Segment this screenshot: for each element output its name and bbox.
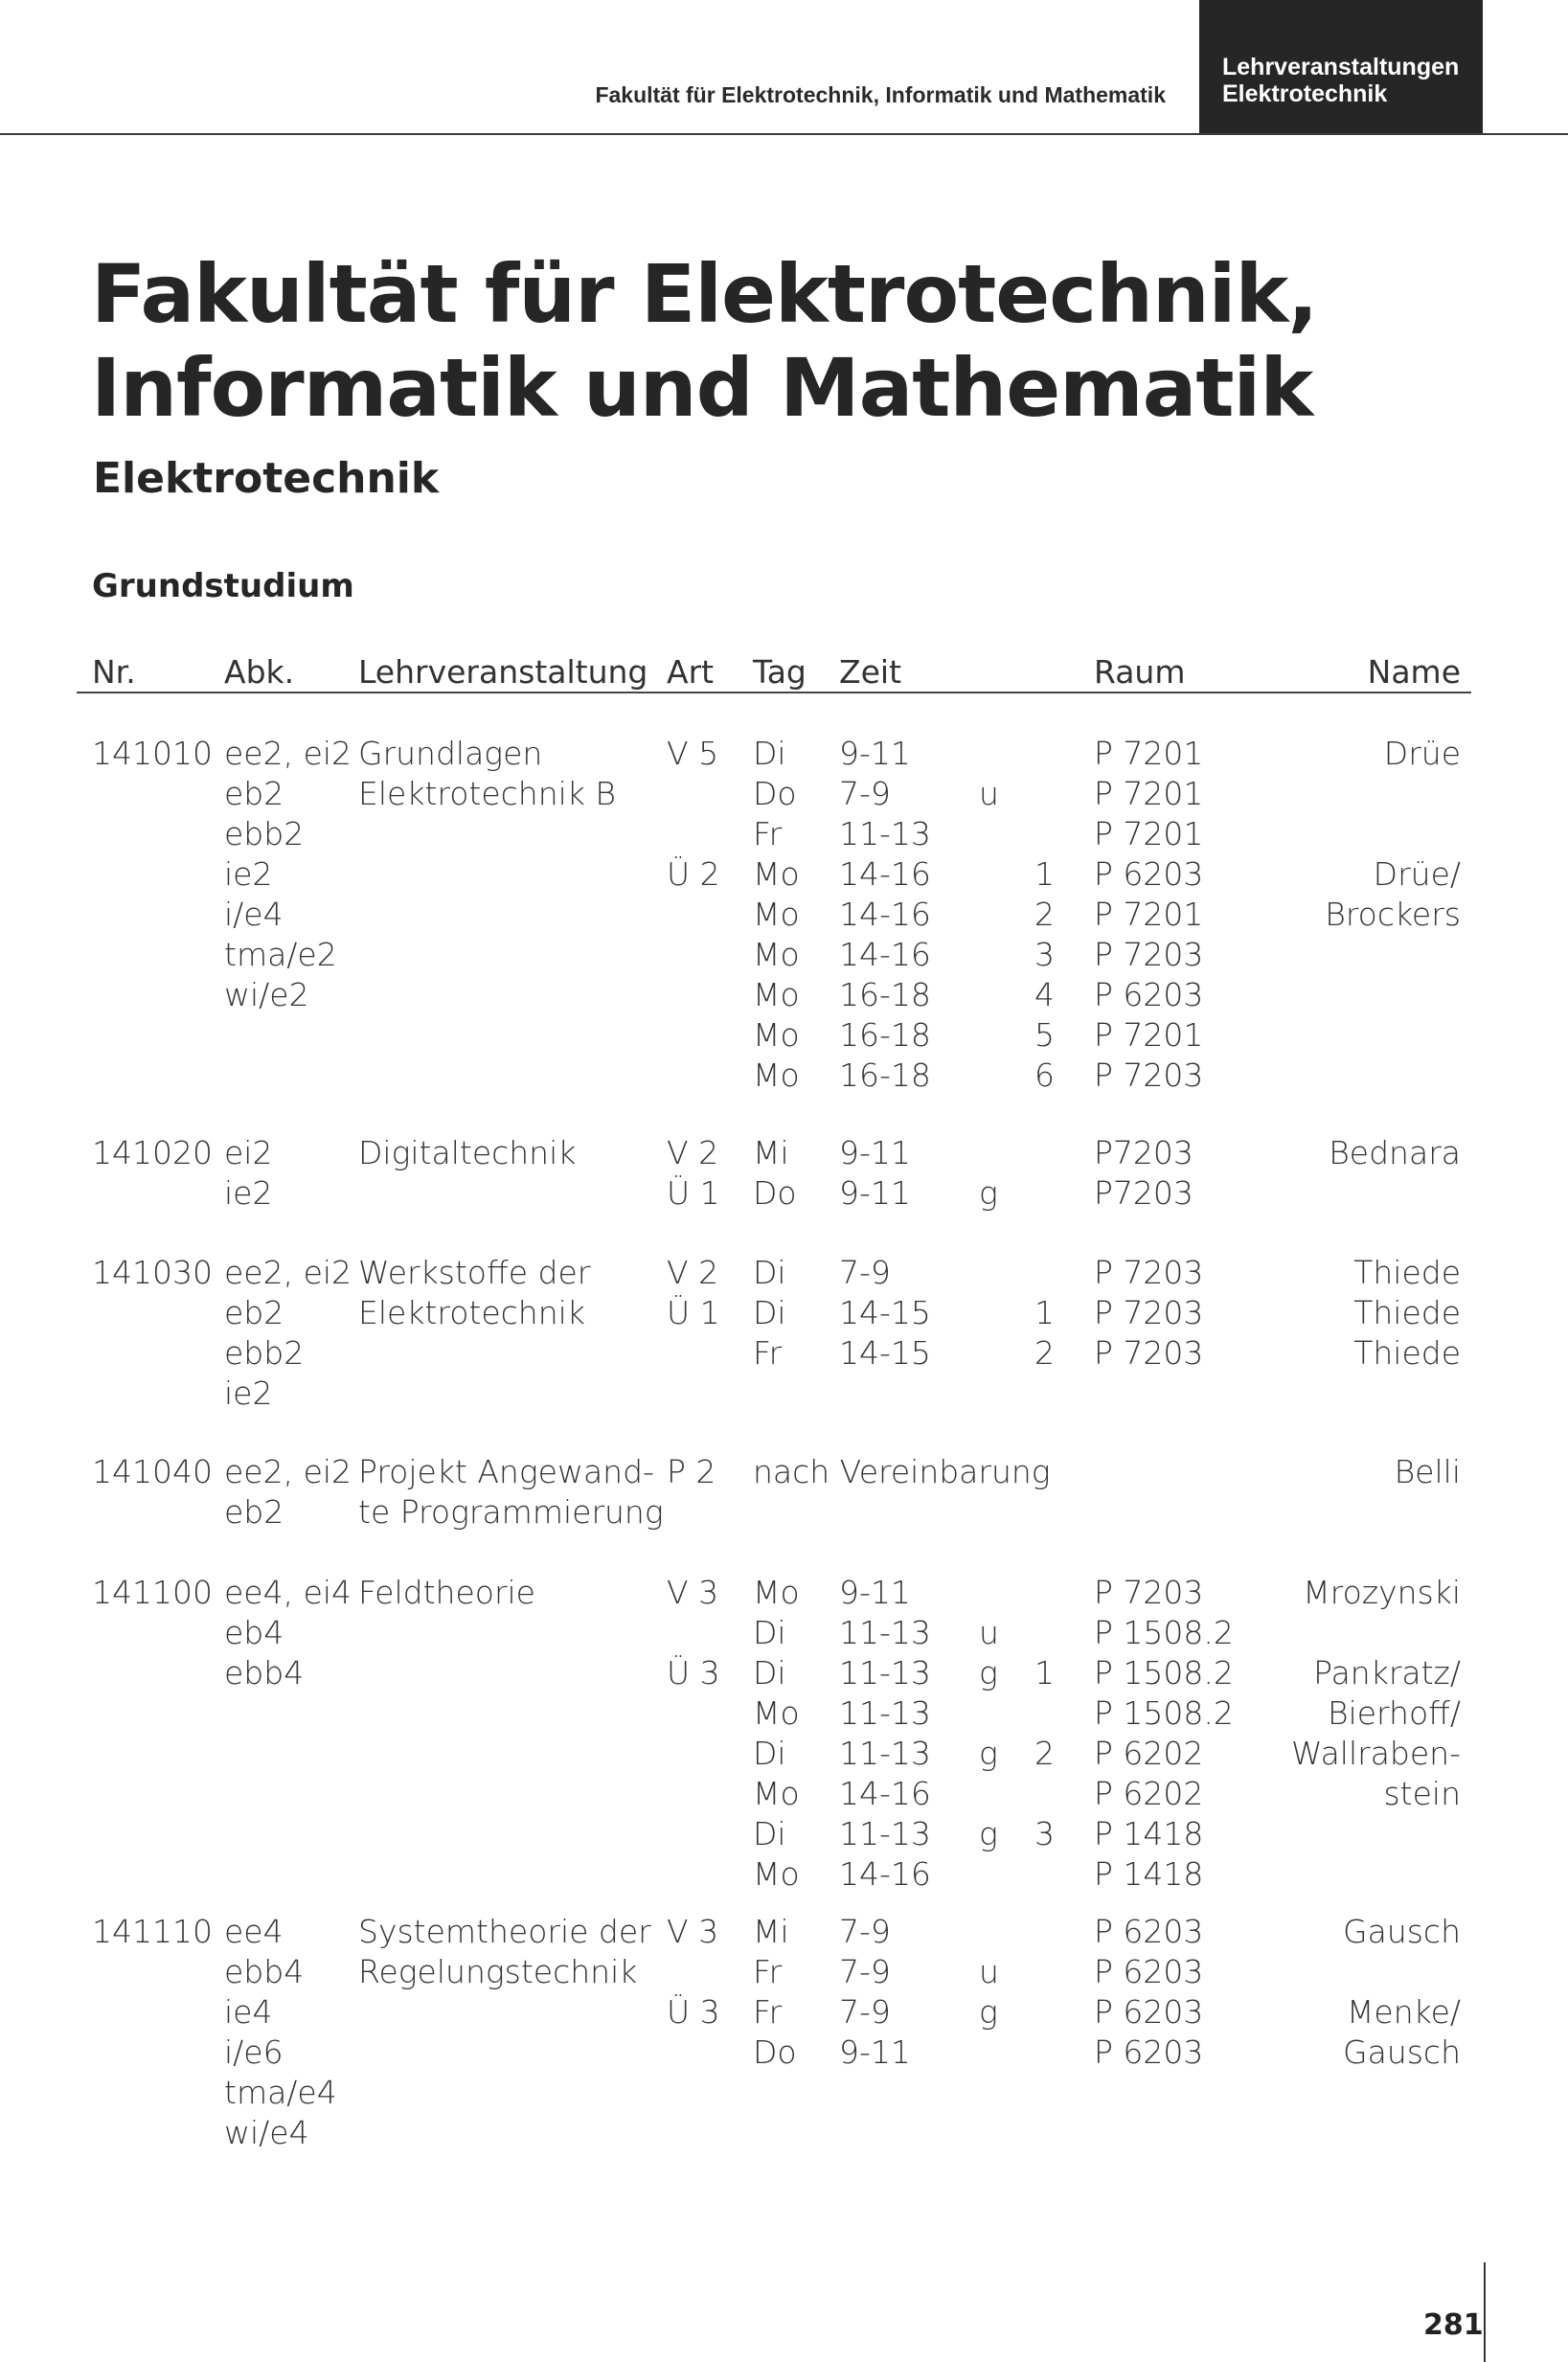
course-days-line: Di (753, 1815, 786, 1852)
course-times-line: 7-9 (839, 1254, 891, 1291)
course-week-marker (979, 1912, 999, 2033)
course-lecturers-line: Wallraben- (1291, 1735, 1461, 1772)
course-type-line: Ü 1 (667, 1174, 720, 1212)
course-title (358, 1253, 590, 1333)
course-title-line: Grundlagen (358, 735, 543, 772)
course-abbreviations-line: ei2 (224, 1134, 273, 1171)
page-title-line1: Fakultät für Elektrotechnik, (91, 247, 1318, 341)
course-week-marker-line (979, 1573, 999, 1613)
course-abbreviations-line: wi/e2 (224, 976, 309, 1013)
course-days-line: Di (753, 1735, 786, 1772)
course-times (839, 1573, 931, 1895)
course-lecturers-line: Drüe (1383, 735, 1461, 772)
course-week-marker-line: u (979, 775, 999, 812)
course-title (358, 1912, 651, 1992)
course-title-line: Digitaltechnik (358, 1134, 577, 1171)
course-type (667, 1573, 720, 1693)
course-group-line (1034, 1693, 1050, 1734)
course-week-marker-line (979, 1912, 999, 1952)
course-times-line: 16-18 (839, 1016, 931, 1054)
course-times-line: 9-11 (839, 2033, 911, 2071)
course-rooms-line: P 7203 (1094, 1056, 1204, 1094)
course-times-line: 14-16 (839, 936, 931, 973)
course-rooms-line: P 1418 (1094, 1855, 1204, 1893)
course-rooms-line: P 1418 (1094, 1815, 1204, 1852)
course-group-line: 2 (1034, 1735, 1055, 1772)
course-title-line: Werkstoffe der (358, 1254, 591, 1291)
course-rooms-line: P 6203 (1094, 976, 1204, 1013)
course-times-line: 9-11 (839, 1174, 911, 1212)
course-week-marker-line: g (979, 1993, 998, 2031)
course-group-line: 3 (1034, 1815, 1055, 1852)
course-group-line: 1 (1034, 1294, 1055, 1331)
course-times-line: 14-15 (839, 1334, 931, 1372)
course-title (358, 1573, 535, 1613)
course-rooms-line: P7203 (1094, 1174, 1193, 1212)
course-rooms-line: P 6203 (1094, 1953, 1204, 1990)
course-group-line: 2 (1034, 896, 1055, 933)
course-number-line: 141010 (92, 735, 213, 772)
column-header-raum: Raum (1094, 653, 1186, 691)
course-lecturers-line: Bednara (1329, 1134, 1461, 1171)
course-number (92, 734, 213, 774)
course-title (358, 1452, 664, 1533)
column-header-art: Art (667, 653, 715, 691)
course-abbreviations-line: tma/e4 (224, 2074, 337, 2111)
section-heading: Grundstudium (92, 567, 354, 605)
course-type-line: V 3 (667, 1913, 719, 1950)
course-week-marker-line: u (979, 1614, 999, 1651)
course-abbreviations-line: ie2 (224, 1374, 273, 1412)
course-days-line: Mo (753, 855, 800, 893)
course-days-line: Fr (753, 1953, 783, 1990)
course-type-line: V 2 (667, 1254, 719, 1291)
course-group-line: 6 (1034, 1056, 1055, 1094)
course-title-line: Systemtheorie der (358, 1913, 651, 1950)
course-days-line: Di (753, 1294, 786, 1331)
course-lecturers-line: Gausch (1343, 2033, 1461, 2071)
course-times (839, 1133, 911, 1214)
course-days-line: nach Vereinbarung (753, 1453, 1051, 1490)
course-group-line: 3 (1034, 936, 1055, 973)
course-rooms-line: P 7203 (1094, 1574, 1204, 1611)
course-abbreviations-line: ie2 (224, 855, 273, 893)
course-times-line: 14-16 (839, 1775, 931, 1812)
course-abbreviations-line: ebb4 (224, 1953, 305, 1990)
course-days (753, 1253, 786, 1374)
course-rooms-line: P 1508.2 (1094, 1694, 1234, 1732)
course-rooms-line: P 7203 (1094, 1334, 1204, 1372)
course-number (92, 1573, 213, 1613)
course-abbreviations-line: ee2, ei2 (224, 1453, 352, 1490)
course-type-line (667, 814, 720, 854)
course-rooms-line: P7203 (1094, 1134, 1193, 1171)
page-number-divider (1484, 2262, 1486, 2362)
course-rooms-line: P 1508.2 (1094, 1614, 1234, 1651)
section-tab-line2: Elektrotechnik (1222, 80, 1388, 107)
column-header-abk: Abk. (224, 653, 295, 691)
course-abbreviations-line: ie2 (224, 1174, 273, 1212)
course-days-line: Do (753, 775, 797, 812)
course-number (92, 1912, 213, 1952)
course-lecturers-line: Bierhoff/ (1327, 1694, 1461, 1732)
course-number (92, 1253, 213, 1293)
course-times-line: 14-16 (839, 1855, 931, 1893)
section-tab-line1: Lehrveranstaltungen (1222, 54, 1460, 80)
course-abbreviations (224, 734, 352, 1015)
course-abbreviations-line: ee4 (224, 1913, 284, 1950)
course-type-line (667, 1952, 720, 1992)
course-group (1034, 1253, 1055, 1374)
course-rooms-line: P 7201 (1094, 1016, 1204, 1054)
course-lecturers-line (1343, 1952, 1461, 1992)
course-rooms (1094, 1253, 1203, 1374)
course-group-line (1034, 734, 1050, 774)
course-days-line: Mi (753, 1134, 789, 1171)
course-lecturers-line: Menke/ (1346, 1993, 1461, 2031)
course-type-line: Ü 1 (667, 1294, 720, 1331)
course-days-line: Fr (753, 1334, 783, 1372)
course-type-line: P 2 (667, 1453, 716, 1490)
course-times-line: 11-13 (839, 1694, 931, 1732)
course-lecturers-line: Gausch (1343, 1913, 1461, 1950)
course-type (667, 1912, 720, 2033)
course-abbreviations (224, 1452, 352, 1533)
course-times-line: 9-11 (839, 735, 911, 772)
course-times-line: 11-13 (839, 1654, 931, 1692)
course-group (1034, 1573, 1055, 1854)
course-group-line (1034, 1774, 1050, 1814)
course-abbreviations-line: i/e6 (224, 2033, 284, 2071)
course-group-line (1034, 1253, 1050, 1293)
course-days-line: Mo (753, 936, 800, 973)
course-group-line: 1 (1034, 855, 1055, 893)
course-days (753, 1452, 1051, 1492)
course-number (92, 1452, 213, 1492)
table-header-divider (77, 692, 1471, 693)
course-days (753, 1573, 800, 1895)
course-type (667, 1253, 720, 1333)
course-rooms-line: P 6202 (1094, 1775, 1204, 1812)
course-times-line: 7-9 (839, 1993, 891, 2031)
course-days-line: Mo (753, 1056, 800, 1094)
course-week-marker-line: g (979, 1654, 998, 1692)
course-abbreviations (224, 1912, 337, 2153)
course-week-marker-line (979, 734, 999, 774)
course-title (358, 734, 616, 814)
course-rooms-line: P 1508.2 (1094, 1654, 1234, 1692)
course-abbreviations-line: ebb2 (224, 815, 305, 852)
course-lecturers-line: Thiede (1353, 1334, 1461, 1372)
page-subtitle: Elektrotechnik (93, 454, 440, 503)
column-header-lehrveranstaltung: Lehrveranstaltung (358, 653, 648, 691)
course-type-line: Ü 2 (667, 855, 720, 893)
course-abbreviations-line: eb2 (224, 1294, 284, 1331)
course-group-line: 4 (1034, 976, 1055, 1013)
course-times-line: 7-9 (839, 775, 891, 812)
course-rooms-line: P 7203 (1094, 1294, 1204, 1331)
course-times-line: 11-13 (839, 1815, 931, 1852)
course-times-line: 16-18 (839, 1056, 931, 1094)
course-rooms-line: P 7203 (1094, 936, 1204, 973)
course-times-line: 7-9 (839, 1913, 891, 1950)
course-days-line: Do (753, 2033, 797, 2071)
course-days-line: Mo (753, 976, 800, 1013)
course-days-line: Do (753, 1174, 797, 1212)
course-abbreviations-line: ee2, ei2 (224, 735, 352, 772)
course-number-line: 141030 (92, 1254, 213, 1291)
course-lecturers (1343, 1912, 1461, 2073)
course-lecturers (1291, 1573, 1461, 1814)
course-abbreviations-line: tma/e2 (224, 936, 337, 973)
course-number-line: 141110 (92, 1913, 213, 1950)
course-type-line: Ü 3 (667, 1993, 720, 2031)
course-number-line: 141020 (92, 1134, 213, 1171)
course-lecturers-line: Pankratz/ (1313, 1654, 1461, 1692)
course-group-line (1034, 1613, 1050, 1653)
course-title (358, 1133, 576, 1173)
course-lecturers-line: Thiede (1353, 1254, 1461, 1291)
course-times (839, 1253, 931, 1374)
course-week-marker-line (979, 1774, 999, 1814)
course-times-line: 9-11 (839, 1574, 911, 1611)
course-lecturers-line: Brockers (1325, 896, 1461, 933)
course-rooms-line: P 6203 (1094, 2033, 1204, 2071)
course-times-line: 14-16 (839, 855, 931, 893)
course-days-line: Mo (753, 1855, 800, 1893)
course-times-line: 9-11 (839, 1134, 911, 1171)
course-days-line: Mo (753, 1574, 800, 1611)
course-days-line: Mo (753, 896, 800, 933)
course-lecturers-line: stein (1383, 1775, 1461, 1812)
course-number (92, 1133, 213, 1173)
header-divider (0, 133, 1568, 135)
column-header-nr: Nr. (92, 653, 136, 691)
course-week-marker (979, 734, 999, 814)
course-abbreviations-line: wi/e4 (224, 2114, 309, 2151)
course-title-line: Elektrotechnik B (358, 775, 616, 812)
course-rooms-line: P 6203 (1094, 1993, 1204, 2031)
course-rooms-line: P 6203 (1094, 855, 1204, 893)
course-days-line: Fr (753, 815, 783, 852)
course-days-line: Mo (753, 1694, 800, 1732)
course-group-line (1034, 774, 1050, 814)
course-rooms-line: P 7201 (1094, 815, 1204, 852)
course-type-line: V 3 (667, 1574, 719, 1611)
course-type (667, 1452, 716, 1492)
course-number-line: 141040 (92, 1453, 213, 1490)
course-lecturers (1353, 1253, 1461, 1374)
course-rooms (1094, 734, 1203, 1096)
course-lecturers-line (1325, 774, 1461, 814)
course-abbreviations-line: ee4, ei4 (224, 1574, 352, 1611)
course-group-line (1034, 814, 1050, 854)
course-abbreviations-line: eb2 (224, 1493, 284, 1531)
course-abbreviations-line: ebb2 (224, 1334, 305, 1372)
course-rooms-line: P 6202 (1094, 1735, 1204, 1772)
section-tab (1199, 0, 1483, 134)
course-lecturers-line: Thiede (1353, 1294, 1461, 1331)
course-lecturers-line (1291, 1613, 1461, 1653)
column-header-tag: Tag (753, 653, 807, 691)
running-header-faculty: Fakultät für Elektrotechnik, Informatik und Mathematik (595, 82, 1166, 107)
course-rooms-line: P 6203 (1094, 1913, 1204, 1950)
course-lecturers-line (1325, 814, 1461, 854)
column-header-name: Name (1367, 653, 1461, 691)
course-lecturers-line: Belli (1394, 1453, 1461, 1490)
course-group-line: 2 (1034, 1334, 1055, 1372)
page-title-line2: Informatik und Mathematik (91, 341, 1313, 435)
course-lecturers (1329, 1133, 1461, 1173)
course-lecturers-line: Drüe/ (1373, 855, 1461, 893)
course-week-marker (979, 1133, 998, 1214)
course-type-line (667, 1613, 720, 1653)
course-rooms (1094, 1573, 1234, 1895)
course-week-marker-line: g (979, 1174, 998, 1212)
course-days-line: Mi (753, 1913, 789, 1950)
course-week-marker-line: u (979, 1953, 999, 1990)
course-rooms-line: P 7201 (1094, 735, 1204, 772)
page-title (91, 247, 1317, 435)
course-times-line: 7-9 (839, 1953, 891, 1990)
course-days-line: Di (753, 1254, 786, 1291)
course-type-line: Ü 3 (667, 1654, 720, 1692)
course-times-line: 11-13 (839, 1735, 931, 1772)
course-abbreviations-line: i/e4 (224, 896, 284, 933)
course-days (753, 1133, 797, 1214)
course-title-line: Projekt Angewand- (358, 1453, 654, 1490)
course-week-marker-line (979, 1693, 999, 1734)
course-type (667, 1133, 720, 1214)
course-abbreviations (224, 1253, 352, 1414)
course-times-line: 11-13 (839, 815, 931, 852)
course-days-line: Mo (753, 1016, 800, 1054)
course-rooms-line: P 7201 (1094, 775, 1204, 812)
course-days-line: Di (753, 735, 786, 772)
course-title-line: Regelungstechnik (358, 1953, 638, 1990)
course-times-line: 14-15 (839, 1294, 931, 1331)
course-abbreviations (224, 1573, 352, 1693)
course-group (1034, 734, 1055, 1096)
course-times-line: 14-16 (839, 896, 931, 933)
course-week-marker (979, 1573, 999, 1854)
course-times-line: 16-18 (839, 976, 931, 1013)
course-times (839, 1912, 911, 2073)
course-abbreviations (224, 1133, 272, 1214)
course-lecturers (1325, 734, 1461, 935)
course-days (753, 1912, 797, 2073)
course-abbreviations-line: eb4 (224, 1614, 284, 1651)
course-group-line (1034, 1573, 1050, 1613)
course-week-marker-line (979, 1133, 998, 1173)
course-type-line: V 2 (667, 1134, 719, 1171)
course-lecturers (1395, 1452, 1461, 1492)
course-group-line: 5 (1034, 1016, 1055, 1054)
course-type-line: V 5 (667, 735, 719, 772)
course-type-line (667, 774, 720, 814)
course-week-marker-line: g (979, 1735, 998, 1772)
course-abbreviations-line: ie4 (224, 1993, 273, 2031)
course-rooms (1094, 1912, 1203, 2073)
column-header-zeit: Zeit (839, 653, 902, 691)
course-days-line: Di (753, 1654, 786, 1692)
course-rooms-line: P 7201 (1094, 896, 1204, 933)
course-rooms (1094, 1133, 1193, 1214)
course-week-marker-line: g (979, 1815, 998, 1852)
course-abbreviations-line: ee2, ei2 (224, 1254, 352, 1291)
course-group-line: 1 (1034, 1654, 1055, 1692)
course-days-line: Fr (753, 1993, 783, 2031)
page-number: 281 (1423, 2308, 1484, 2342)
course-lecturers-line: Mrozynski (1303, 1574, 1461, 1611)
course-title-line: te Programmierung (358, 1493, 664, 1531)
course-days (753, 734, 800, 1096)
course-days-line: Di (753, 1614, 786, 1651)
course-rooms-line: P 7203 (1094, 1254, 1204, 1291)
course-days-line: Mo (753, 1775, 800, 1812)
course-type (667, 734, 720, 895)
course-number-line: 141100 (92, 1574, 213, 1611)
course-title-line: Feldtheorie (358, 1574, 535, 1611)
course-abbreviations-line: eb2 (224, 775, 284, 812)
course-abbreviations-line: ebb4 (224, 1654, 305, 1692)
course-times (839, 734, 931, 1096)
course-times-line: 11-13 (839, 1614, 931, 1651)
course-title-line: Elektrotechnik (358, 1294, 585, 1331)
